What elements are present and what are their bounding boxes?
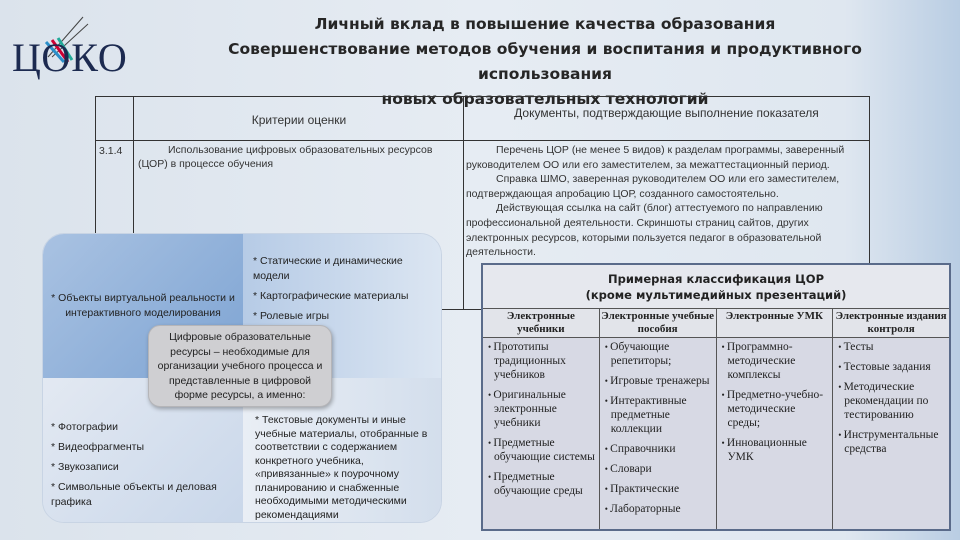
list-item: • Словари — [603, 462, 713, 476]
doc-item: Действующая ссылка на сайт (блог) аттестуемого по направлению профессиональной деятельности. Скриншоты страниц сайтов, других электронных ресурсов, которыми пользуется педагог в образовательной деятельности. — [466, 202, 823, 259]
list-item: • Обучающие репетиторы; — [603, 340, 713, 368]
title-line: новых образовательных технологий — [381, 90, 709, 108]
diagram-item: * Звукозаписи — [51, 461, 119, 473]
quadrant-bottom-right: * Текстовые документы и иные учебные материалы, отобранные в соответствии с содержанием конкретного учебника, «привязанные» к поурочному планированию и снабженные необходимыми методическими рекомендациями — [243, 378, 442, 523]
logo — [8, 12, 143, 82]
list-item: • Прототипы традиционных учебников — [486, 340, 596, 382]
diagram-item: * Статические и динамические модели — [253, 255, 403, 282]
diagram-item: * Фотографии — [51, 421, 119, 433]
list-item: • Практические — [603, 482, 713, 496]
list-item: • Тестовые задания — [836, 360, 946, 374]
list-item: • Методические рекомендации по тестированию — [836, 380, 946, 422]
list-item: • Тесты — [836, 340, 946, 354]
list-item: • Предметно-учебно-методические среды; — [720, 388, 830, 430]
title-line: Примерная классификация ЦОР — [608, 272, 824, 286]
header-criteria: Критерии оценки — [251, 113, 347, 127]
diagram-item: * Символьные объекты и деловая графика — [51, 481, 217, 508]
classification-column — [717, 309, 834, 529]
list-item: • Игровые тренажеры — [603, 374, 713, 388]
title-line: Личный вклад в повышение качества образования — [314, 15, 776, 33]
diagram-item: * Видеофрагменты — [51, 441, 145, 453]
doc-item: Справка ШМО, заверенная руководителем ОО или его заместителем, подтверждающая апробацию ЦОР, созданного самостоятельно. — [466, 173, 840, 200]
row-divider — [96, 140, 869, 141]
column-list — [717, 338, 833, 472]
classification-title — [483, 265, 949, 309]
doc-item: Перечень ЦОР (не менее 5 видов) к разделам программы, заверенный руководителем ОО или его заместителем, за межаттестационный период. — [466, 144, 845, 171]
list-item: • Оригинальные электронные учебники — [486, 388, 596, 430]
column-list — [483, 338, 599, 506]
column-header: Электронные учебники — [483, 309, 599, 338]
criterion-number: 3.1.4 — [99, 145, 123, 157]
column-header: Электронные учебные пособия — [600, 309, 716, 338]
column-list — [600, 338, 716, 524]
column-header: Электронные издания контроля — [833, 309, 949, 338]
criterion-text: Использование цифровых образовательных ресурсов (ЦОР) в процессе обучения — [138, 144, 433, 170]
list-item: • Инструментальные средства — [836, 428, 946, 456]
title-line: Совершенствование методов обучения и воспитания и продуктивного использования — [228, 40, 862, 83]
quadrant-top-left: * Объекты виртуальной реальности и интерактивного моделирования — [43, 234, 243, 378]
classification-column — [833, 309, 949, 529]
logo-text: ЦОКО — [12, 35, 128, 80]
list-item: • Программно-методические комплексы — [720, 340, 830, 382]
header-docs: Документы, подтверждающие выполнение показателя — [514, 106, 819, 120]
list-item: • Предметные обучающие среды — [486, 470, 596, 498]
diagram-center-definition: Цифровые образовательные ресурсы – необходимые для организации учебного процесса и представленные в цифровой форме ресурсы, а именно: — [148, 325, 332, 407]
diagram-item: * Ролевые игры — [253, 310, 330, 322]
diagram-item: * Картографические материалы — [253, 290, 409, 302]
list-item: • Интерактивные предметные коллекции — [603, 394, 713, 436]
list-item: • Предметные обучающие системы — [486, 436, 596, 464]
classification-table — [481, 263, 951, 531]
classification-column — [483, 309, 600, 529]
list-item: • Инновационные УМК — [720, 436, 830, 464]
column-header: Электронные УМК — [717, 309, 833, 338]
column-list — [833, 338, 949, 464]
list-item: • Справочники — [603, 442, 713, 456]
classification-columns — [483, 309, 949, 529]
title-line: (кроме мультимедийных презентаций) — [585, 288, 847, 302]
docs-text — [466, 143, 866, 260]
list-item: • Лабораторные — [603, 502, 713, 516]
classification-column — [600, 309, 717, 529]
